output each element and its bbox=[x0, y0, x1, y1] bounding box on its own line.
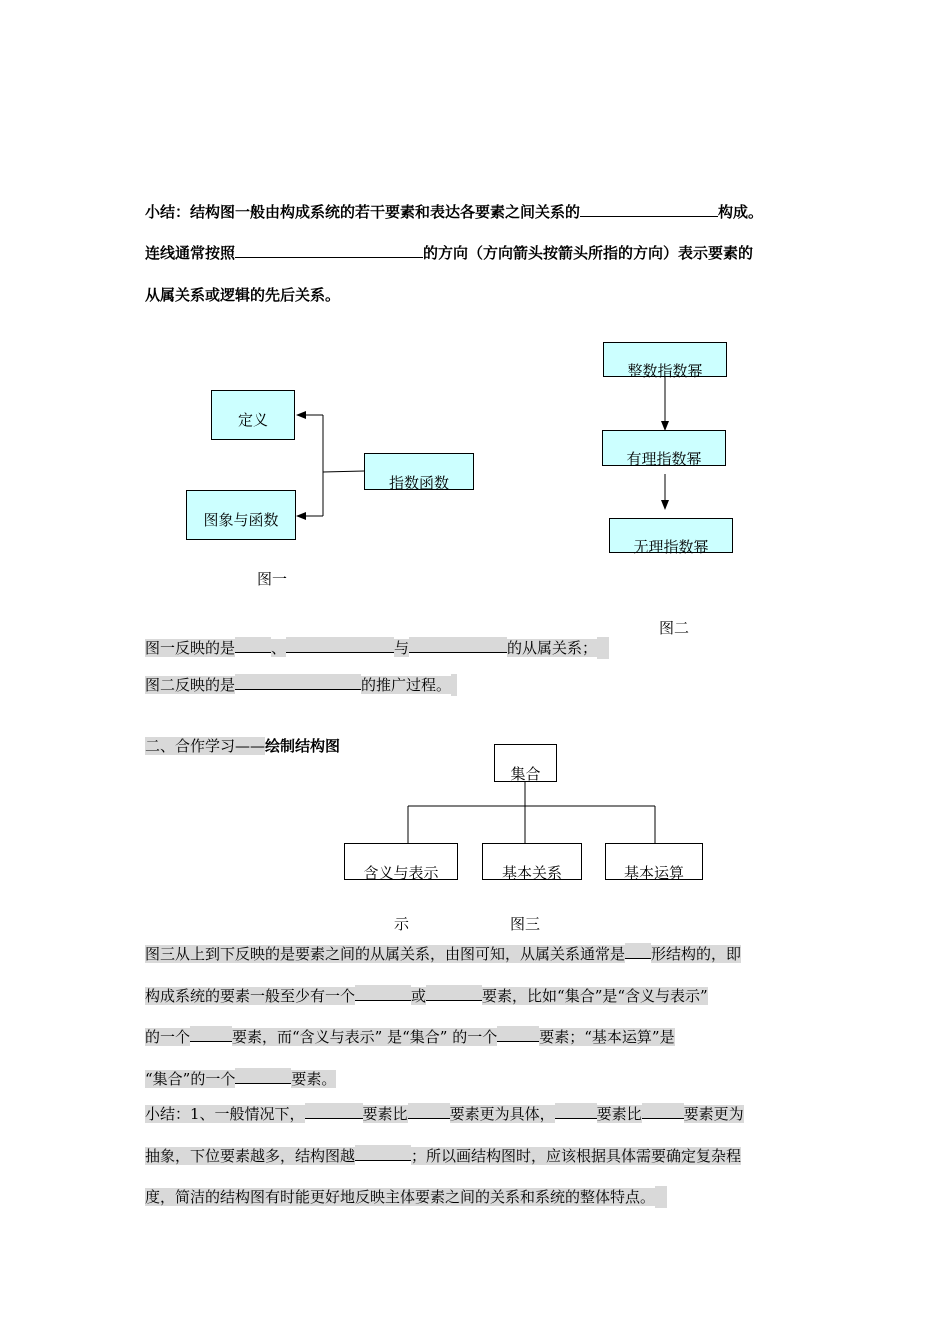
box-integer-exponent: 整数指数幂 bbox=[603, 342, 727, 377]
box-irrational-exponent: 无理指数幂 bbox=[609, 518, 733, 553]
para3-line1: 图三从上到下反映的是要素之间的从属关系，由图可知，从属关系通常是 形结构的，即 bbox=[145, 945, 742, 963]
summary2-line2: 抽象，下位要素越多，结构图越 ；所以画结构图时，应该根据具体需要确定复杂程 bbox=[145, 1147, 742, 1165]
box-meaning-and-representation: 含义与表示 bbox=[344, 843, 458, 880]
blank-field[interactable] bbox=[642, 1103, 684, 1119]
summary2-line3: 度，简洁的结构图有时能更好地反映主体要素之间的关系和系统的整体特点。 bbox=[145, 1186, 667, 1208]
fill2-line: 图二反映的是 的推广过程。 bbox=[145, 674, 457, 696]
blank-field[interactable] bbox=[235, 674, 361, 690]
para3-line4: “集合”的一个 要素。 bbox=[145, 1070, 337, 1088]
para3-line3: 的一个 要素，而“含义与表示” 是“集合” 的一个 要素；“基本运算”是 bbox=[145, 1028, 675, 1046]
section2-heading: 二、合作学习——绘制结构图 bbox=[145, 737, 341, 755]
blank-field[interactable] bbox=[625, 943, 651, 959]
summary2-line1: 小结：1、一般情况下， 要素比 要素更为具体， 要素比 要素更为 bbox=[145, 1105, 744, 1123]
blank-field[interactable] bbox=[555, 1103, 597, 1119]
summary1-line2: 连线通常按照 的方向（方向箭头按箭头所指的方向）表示要素的 bbox=[145, 244, 754, 262]
figure1-caption: 图一 bbox=[257, 570, 288, 588]
summary1-line3: 从属关系或逻辑的先后关系。 bbox=[145, 286, 341, 304]
blank-field[interactable] bbox=[355, 1145, 411, 1161]
blank-field[interactable] bbox=[305, 1103, 363, 1119]
figure2-caption: 图二 bbox=[659, 619, 690, 637]
blank-field[interactable] bbox=[235, 637, 271, 653]
blank-field[interactable] bbox=[426, 985, 482, 1001]
box-graph-and-function: 图象与函数 bbox=[186, 490, 296, 540]
figure3-caption: 图三 bbox=[510, 915, 541, 933]
para3-line2: 构成系统的要素一般至少有一个 或 要素，比如“集合”是“含义与表示” bbox=[145, 987, 708, 1005]
box-exponential-function: 指数函数 bbox=[364, 453, 474, 490]
box-set: 集合 bbox=[494, 744, 557, 782]
blank-field[interactable] bbox=[409, 637, 507, 653]
fill1-line: 图一反映的是 、 与 的从属关系； bbox=[145, 637, 609, 659]
stray-text: 示 bbox=[394, 915, 410, 933]
blank-field[interactable] bbox=[235, 1068, 291, 1084]
blank-field[interactable] bbox=[497, 1026, 539, 1042]
box-basic-relation: 基本关系 bbox=[482, 843, 582, 880]
blank-field[interactable] bbox=[190, 1026, 232, 1042]
box-rational-exponent: 有理指数幂 bbox=[602, 430, 726, 466]
box-definition: 定义 bbox=[211, 390, 295, 440]
blank-field[interactable] bbox=[355, 985, 411, 1001]
blank-field[interactable] bbox=[286, 637, 394, 653]
box-basic-operation: 基本运算 bbox=[605, 843, 703, 880]
summary1-line1: 小结：结构图一般由构成系统的若干要素和表达各要素之间关系的 构成。 bbox=[145, 203, 764, 221]
blank-field[interactable] bbox=[408, 1103, 450, 1119]
